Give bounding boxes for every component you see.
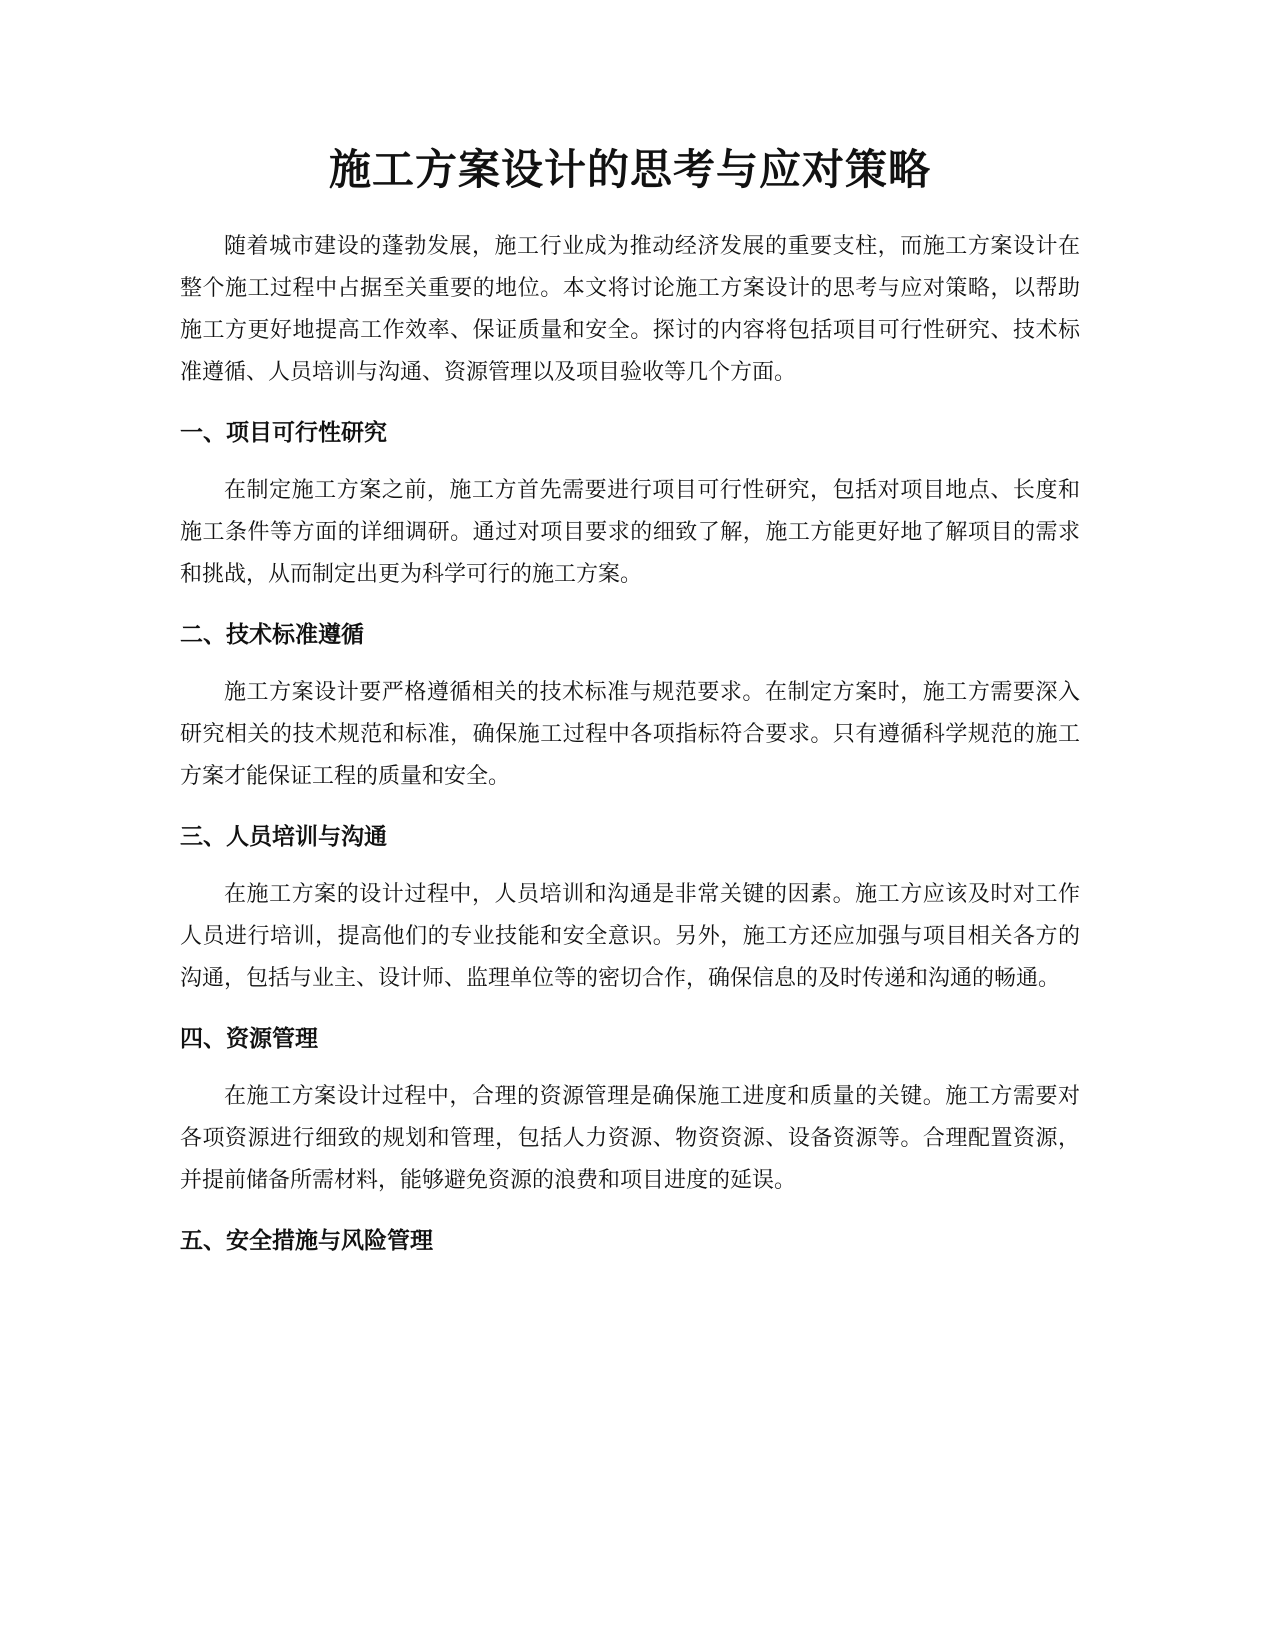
section-heading-standards: 二、技术标准遵循 [180, 622, 364, 648]
section-body-training: 在施工方案的设计过程中，人员培训和沟通是非常关键的因素。施工方应该及时对工作人员进行培训，提高他们的专业技能和安全意识。另外，施工方还应加强与项目相关各方的沟通，包括与业主、设计师、监理单位等的密切合作，确保信息的及时传递和沟通的畅通。 [180, 882, 1080, 991]
section-heading-safety: 五、安全措施与风险管理 [180, 1228, 433, 1254]
section-heading-training: 三、人员培训与沟通 [180, 824, 387, 850]
section-body-standards: 施工方案设计要严格遵循相关的技术标准与规范要求。在制定方案时，施工方需要深入研究相关的技术规范和标准，确保施工过程中各项指标符合要求。只有遵循科学规范的施工方案才能保证工程的质量和安全。 [180, 680, 1080, 789]
section-body-feasibility: 在制定施工方案之前，施工方首先需要进行项目可行性研究，包括对项目地点、长度和施工条件等方面的详细调研。通过对项目要求的细致了解，施工方能更好地了解项目的需求和挑战，从而制定出更为科学可行的施工方案。 [180, 478, 1080, 587]
section-body-resources: 在施工方案设计过程中，合理的资源管理是确保施工进度和质量的关键。施工方需要对各项资源进行细致的规划和管理，包括人力资源、物资资源、设备资源等。合理配置资源，并提前储备所需材料，能够避免资源的浪费和项目进度的延误。 [180, 1084, 1080, 1193]
section-heading-feasibility: 一、项目可行性研究 [180, 420, 387, 446]
intro-paragraph: 随着城市建设的蓬勃发展，施工行业成为推动经济发展的重要支柱，而施工方案设计在整个施工过程中占据至关重要的地位。本文将讨论施工方案设计的思考与应对策略，以帮助施工方更好地提高工作效率、保证质量和安全。探讨的内容将包括项目可行性研究、技术标准遵循、人员培训与沟通、资源管理以及项目验收等几个方面。 [180, 234, 1080, 385]
document-page [180, 140, 1080, 1278]
section-heading-resources: 四、资源管理 [180, 1026, 318, 1052]
document-title: 施工方案设计的思考与应对策略 [328, 145, 931, 194]
